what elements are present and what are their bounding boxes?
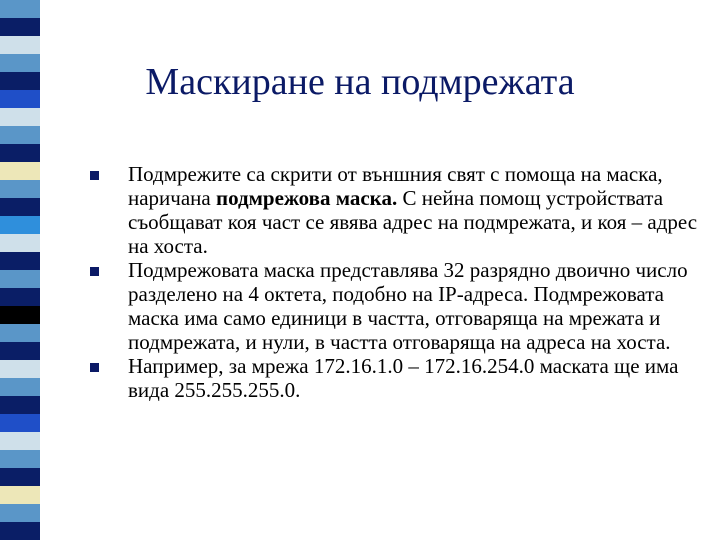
bullet-1-bold-term: подмрежова маска. [216, 186, 398, 210]
stripe-segment [0, 504, 40, 522]
stripe-segment [0, 288, 40, 306]
bullet-item-2 [90, 258, 702, 354]
stripe-segment [0, 414, 40, 432]
stripe-segment [0, 198, 40, 216]
stripe-segment [0, 378, 40, 396]
square-bullet-icon [90, 267, 99, 276]
stripe-segment [0, 252, 40, 270]
bullet-item-1 [90, 162, 702, 258]
stripe-segment [0, 18, 40, 36]
slide-title: Маскиране на подмрежата [145, 61, 575, 103]
bullet-3-text: Например, за мрежа 172.16.1.0 – 172.16.254.0 маската ще има вида 255.255.255.0. [128, 354, 679, 402]
square-bullet-icon [90, 171, 99, 180]
stripe-segment [0, 216, 40, 234]
stripe-segment [0, 162, 40, 180]
stripe-segment [0, 126, 40, 144]
stripe-segment [0, 522, 40, 540]
stripe-segment [0, 342, 40, 360]
stripe-segment [0, 180, 40, 198]
stripe-segment [0, 0, 40, 18]
stripe-segment [0, 306, 40, 324]
stripe-segment [0, 324, 40, 342]
stripe-segment [0, 36, 40, 54]
bullet-list [90, 162, 702, 402]
stripe-segment [0, 396, 40, 414]
bullet-1-text-start: Подмрежите са скрити от външния свят с помоща на маска, наричана [128, 162, 663, 210]
stripe-segment [0, 468, 40, 486]
stripe-segment [0, 144, 40, 162]
stripe-segment [0, 360, 40, 378]
stripe-segment [0, 486, 40, 504]
bullet-2-text: Подмрежовата маска представлява 32 разрядно двоично число разделено на 4 октета, подобно на IP-адреса. Подмрежовата маска има само единици в частта, отговаряща на мрежата и подмрежата, и нули, в частта отговаряща на адреса на хоста. [128, 258, 688, 354]
square-bullet-icon [90, 363, 99, 372]
stripe-segment [0, 432, 40, 450]
stripe-segment [0, 234, 40, 252]
stripe-segment [0, 450, 40, 468]
bullet-item-3 [90, 354, 702, 402]
bullet-1-text-end: С нейна помощ устройствата съобщават коя част се явява адрес на подмрежата, и коя – адрес на хоста. [128, 186, 698, 258]
stripe-segment [0, 108, 40, 126]
stripe-segment [0, 270, 40, 288]
